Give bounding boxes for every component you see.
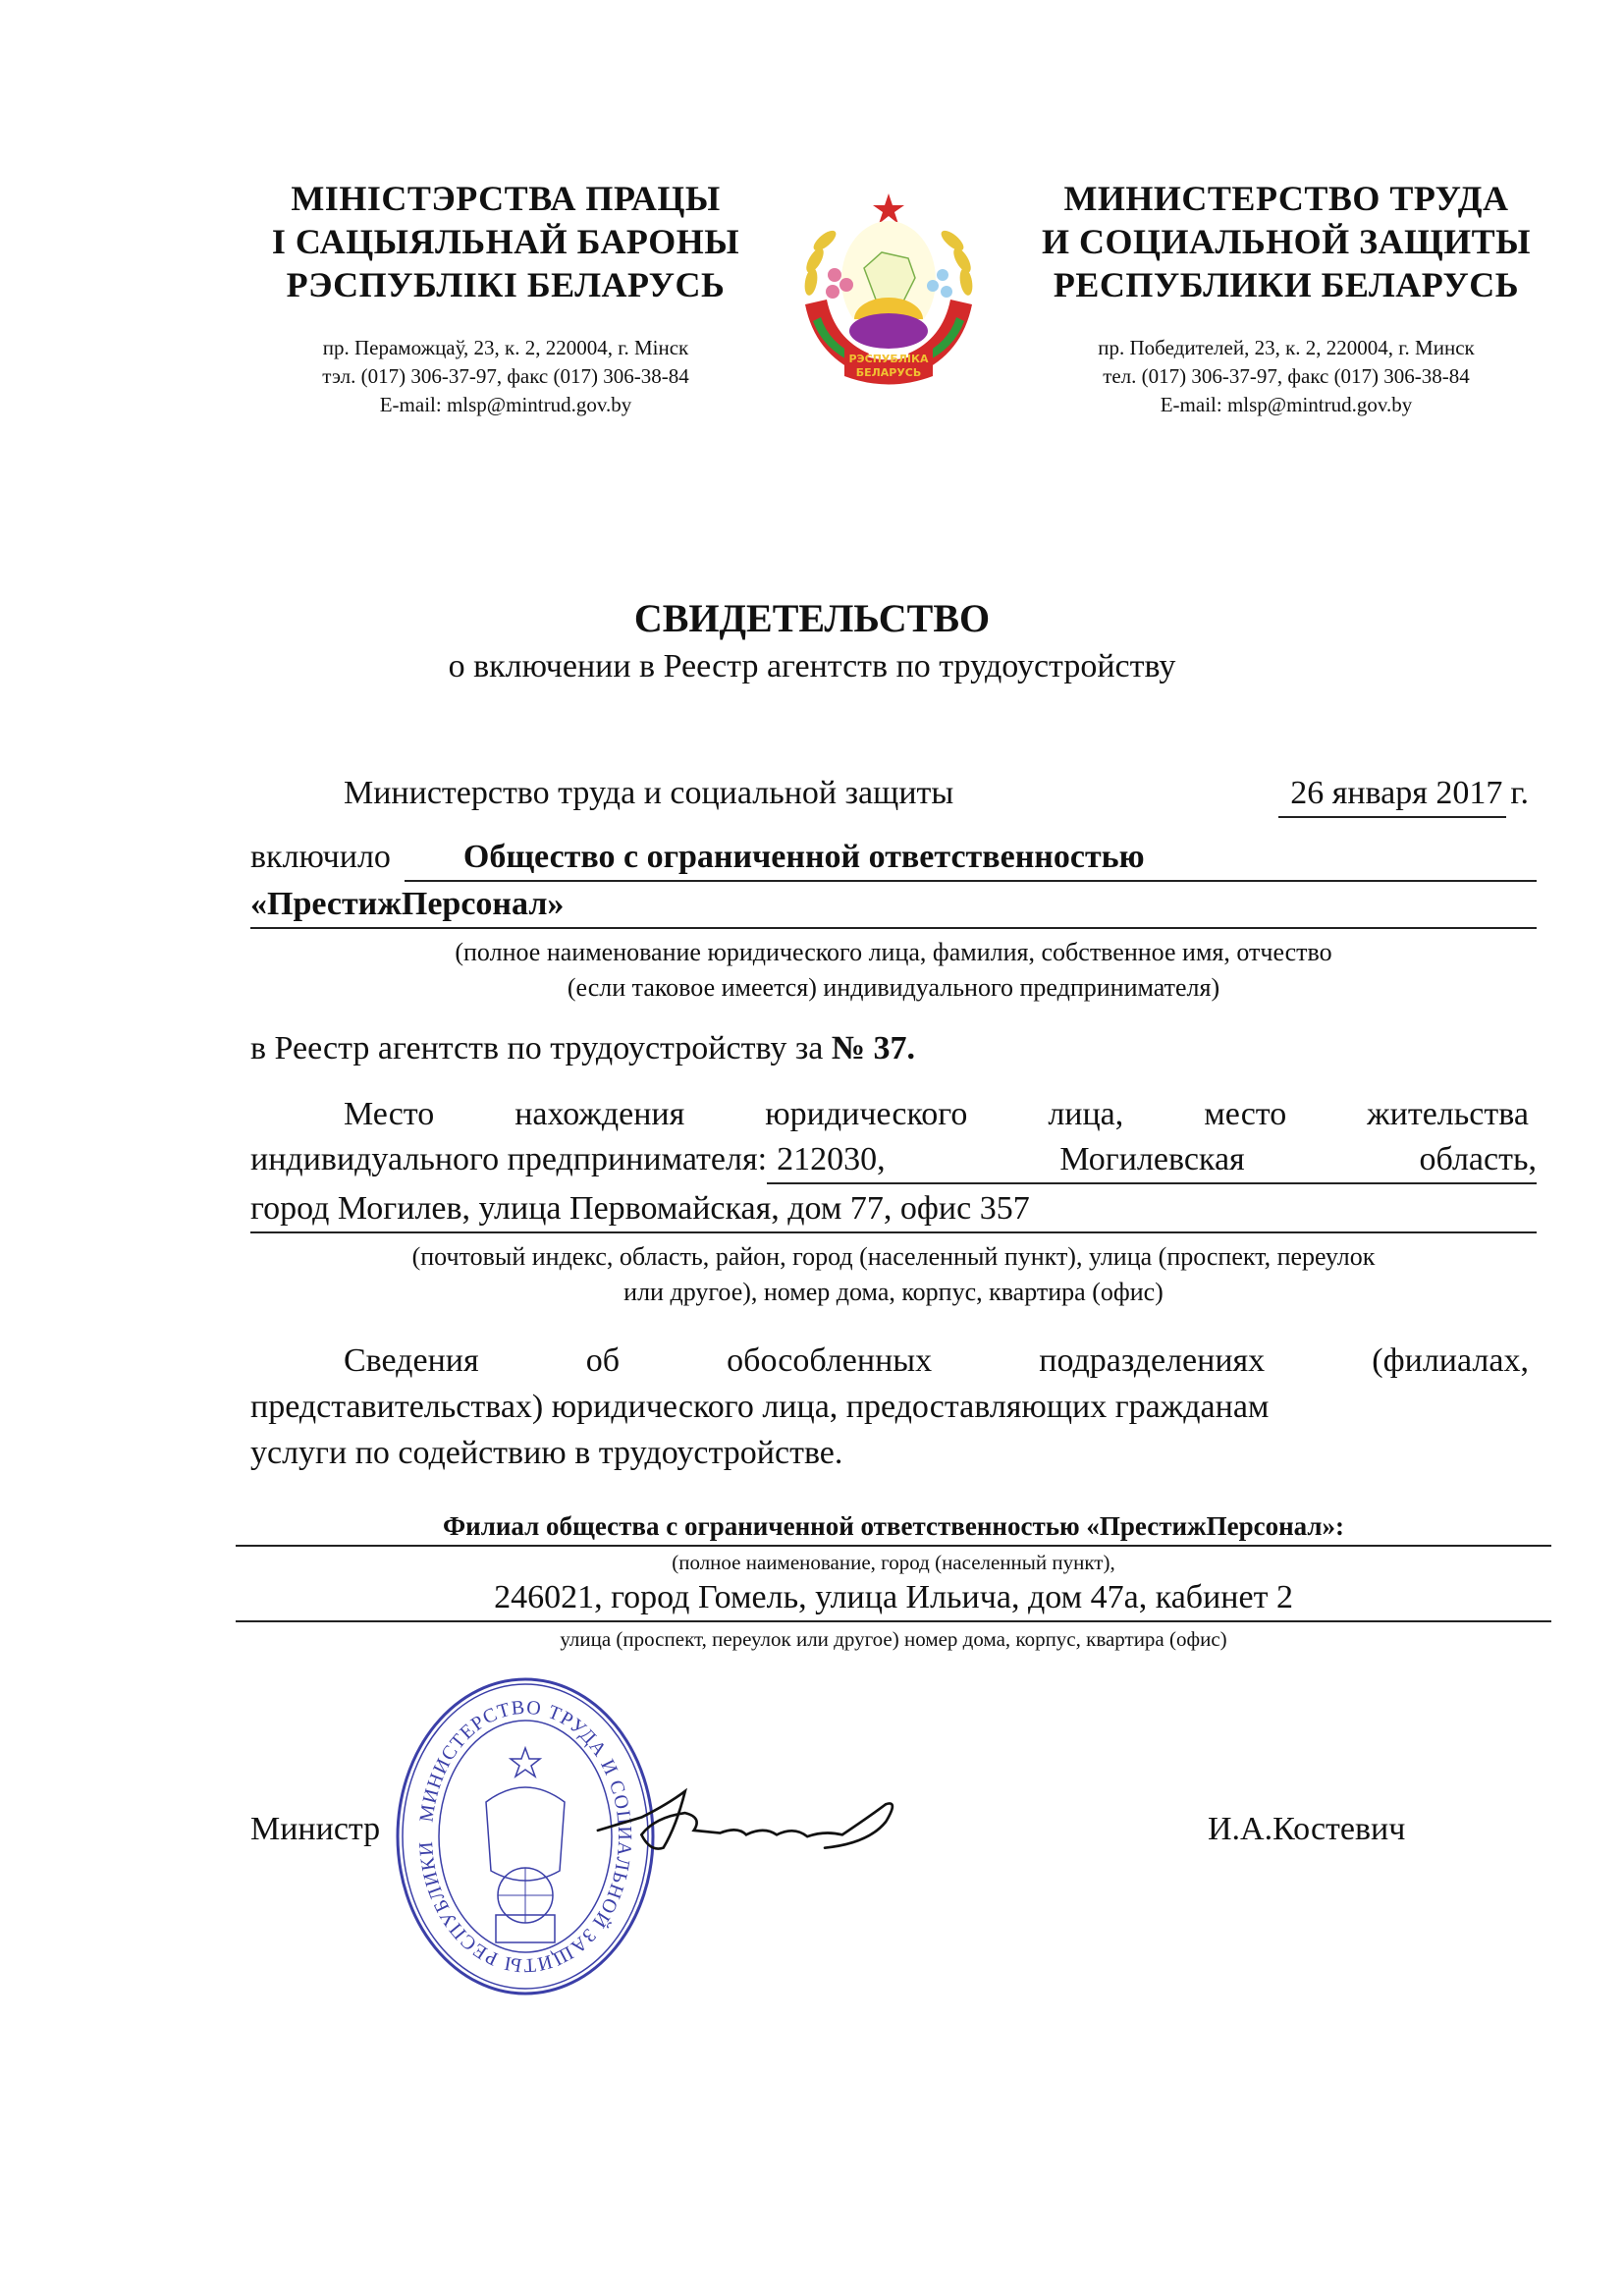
included-label: включило	[250, 839, 391, 875]
branches-line1	[344, 1339, 1529, 1384]
org-name-line2: «ПрестижПерсонал»	[250, 882, 1537, 929]
header-right-contacts	[997, 334, 1576, 419]
word: нахождения	[514, 1096, 685, 1132]
word: жительства	[1367, 1096, 1529, 1132]
branch-name: Филиал общества с ограниченной ответственностью «ПрестижПерсонал»:	[442, 1511, 1345, 1541]
phone: тел. (017) 306-37-97, факс (017) 306-38-84	[1103, 364, 1470, 388]
certificate-subtitle: о включении в Реестр агентств по трудоустройству	[448, 648, 1176, 684]
word: обособленных	[727, 1342, 933, 1379]
included-line	[250, 835, 1537, 882]
word: Место	[344, 1096, 435, 1132]
registry-text: в Реестр агентств по трудоустройству за	[250, 1030, 824, 1066]
title-line: І САЦЫЯЛЬНАЙ БАРОНЫ	[271, 222, 740, 261]
emblem-ribbon-text: БЕЛАРУСЬ	[855, 366, 922, 379]
hint-line: (если таковое имеется) индивидуального предпринимателя)	[567, 973, 1220, 1002]
address: пр. Победителей, 23, к. 2, 220004, г. Минск	[1098, 336, 1475, 359]
location-line1	[344, 1092, 1529, 1137]
issuer-line	[344, 771, 1529, 818]
location-line3: город Могилев, улица Первомайская, дом 77, офис 357	[250, 1186, 1537, 1233]
hint-line: (полное наименование юридического лица, фамилия, собственное имя, отчество	[455, 938, 1332, 966]
title-line: РЕСПУБЛИКИ БЕЛАРУСЬ	[1053, 265, 1520, 304]
issue-date: 26 января 2017	[1278, 771, 1506, 818]
date-suffix: г.	[1510, 775, 1529, 811]
hint-line: (почтовый индекс, область, район, город (населенный пункт), улица (проспект, переулок	[411, 1242, 1376, 1271]
word: 212030,	[777, 1141, 886, 1177]
header-left-contacts	[231, 334, 781, 419]
registry-number: № 37.	[831, 1030, 916, 1066]
branch-address-hint: улица (проспект, переулок или другое) номер дома, корпус, квартира (офис)	[560, 1627, 1227, 1651]
title-line: МИНИСТЕРСТВО ТРУДА	[1063, 179, 1509, 218]
stamp-text: МИНИСТЕРСТВО ТРУДА И СОЦИАЛЬНОЙ ЗАЩИТЫ РЕСПУБЛИКИ	[414, 1696, 636, 1977]
certificate-title: СВИДЕТЕЛЬСТВО	[633, 596, 991, 640]
location-line2	[250, 1137, 1537, 1184]
signatory-name: И.А.Костевич	[1208, 1811, 1406, 1847]
branch-underline	[236, 1545, 1551, 1547]
org-name-line1: Общество с ограниченной ответственностью	[405, 835, 1537, 882]
word: юридического	[765, 1096, 968, 1132]
hint-line: или другое), номер дома, корпус, квартира (офис)	[623, 1278, 1164, 1306]
registry-line	[250, 1026, 915, 1071]
org-hint	[250, 935, 1537, 1006]
word: область,	[1419, 1141, 1537, 1177]
title-line: МІНІСТЭРСТВА ПРАЦЫ	[291, 179, 721, 218]
email: E-mail: mlsp@mintrud.gov.by	[379, 393, 632, 416]
email: E-mail: mlsp@mintrud.gov.by	[1160, 393, 1413, 416]
word: подразделениях	[1039, 1342, 1266, 1379]
branch-address: 246021, город Гомель, улица Ильича, дом 47а, кабинет 2	[494, 1579, 1293, 1615]
word: Могилевская	[1059, 1141, 1245, 1177]
belarus-coat-of-arms-icon	[785, 182, 992, 388]
header-right-title	[997, 177, 1576, 306]
location-line2-label: индивидуального предпринимателя:	[250, 1141, 768, 1177]
word: лица,	[1048, 1096, 1124, 1132]
word: (филиалах,	[1372, 1342, 1529, 1379]
handwritten-signature	[589, 1777, 903, 1866]
emblem-ribbon-text: РЭСПУБЛІКА	[848, 353, 929, 365]
phone: тэл. (017) 306-37-97, факс (017) 306-38-84	[322, 364, 689, 388]
address: пр. Пераможцаў, 23, к. 2, 220004, г. Мінск	[322, 336, 689, 359]
header-right	[997, 177, 1576, 419]
location-line2-value	[767, 1137, 1537, 1184]
branches-line3: услуги по содействию в трудоустройстве.	[250, 1435, 843, 1471]
branch-name-hint: (полное наименование, город (населенный пункт),	[672, 1551, 1115, 1574]
branch-underline	[236, 1620, 1551, 1622]
word: место	[1204, 1096, 1287, 1132]
word: Сведения	[344, 1342, 479, 1379]
location-hint	[250, 1239, 1537, 1310]
header-left-title	[231, 177, 781, 306]
issuer-text: Министерство труда и социальной защиты	[344, 775, 954, 811]
branches-line2: представительствах) юридического лица, предоставляющих гражданам	[250, 1389, 1270, 1425]
title-line: И СОЦИАЛЬНОЙ ЗАЩИТЫ	[1041, 222, 1532, 261]
signatory-position: Министр	[250, 1807, 386, 1852]
header-left	[231, 177, 781, 419]
title-line: РЭСПУБЛІКІ БЕЛАРУСЬ	[286, 265, 726, 304]
word: об	[585, 1342, 621, 1379]
